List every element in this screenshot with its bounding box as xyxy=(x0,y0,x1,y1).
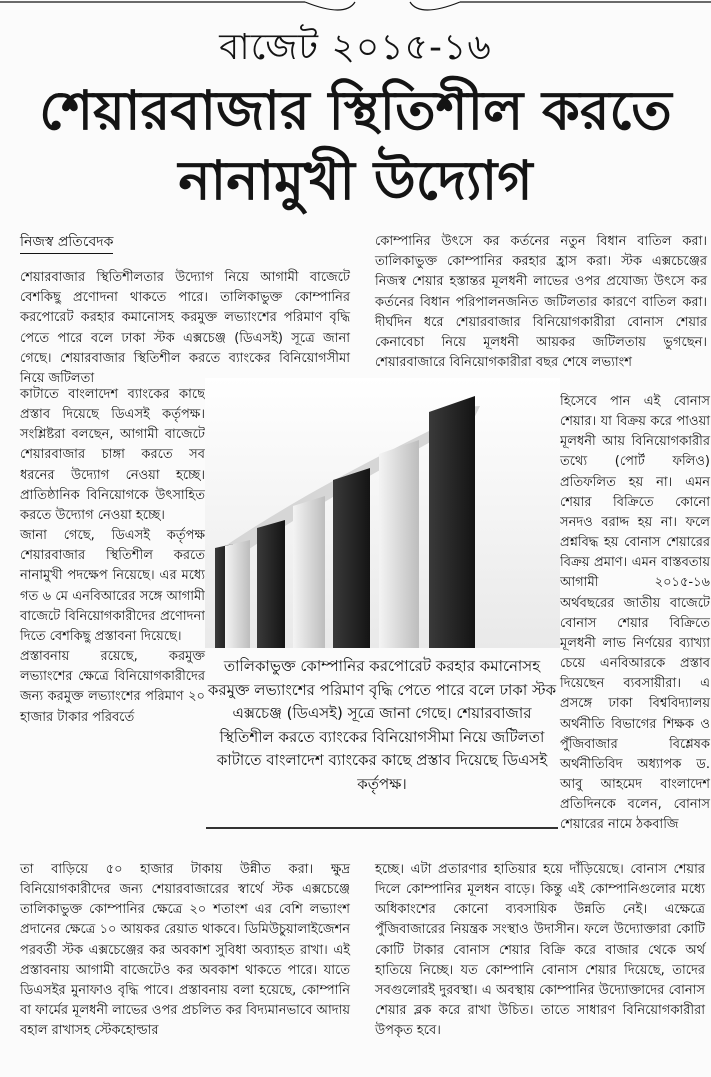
bar xyxy=(379,440,419,648)
kicker: বাজেট ২০১৫-১৬ xyxy=(219,27,492,68)
paragraph: শেয়ারবাজার স্থিতিশীলতার উদ্যোগ নিয়ে আগামী বাজেটে বেশকিছু প্রণোদনা থাকতে পারে। তালিকাভুক্ত কোম্পানির করপোরেট করহার কমানোসহ করমুক্ত লভ্যাংশের পরিমাণ বৃদ্ধি পেতে পারে বলে ঢাকা স্টক এক্সচেঞ্জ (ডিএসই) সূত্রে জানা গেছে। শেয়ারবাজার স্থিতিশীল করতে ব্যাংকের বিনিয়োগসীমা নিয়ে জটিলতা xyxy=(20,270,350,387)
paragraph: তা বাড়িয়ে ৫০ হাজার টাকায় উন্নীত করা। ক্ষুদ্র বিনিয়োগকারীদের জন্য শেয়ারবাজারের স্বার্থে স্টক এক্সচেঞ্জে তালিকাভুক্ত কোম্পানির ক্ষেত্রে ২০ শতাংশ এর বেশি লভ্যাংশ প্রদানের ক্ষেত্রে ১০ আয়কর রেয়াত থাকবে। ডিমিউচুয়ালাইজেশন পরবর্তী স্টক এক্সচেঞ্জের কর অবকাশ সুবিধা অব্যাহত রাখা। এই প্রস্তাবনায় আগামী বাজেটেও কর অবকাশ থাকতে পারে। যাতে ডিএসইর মুনাফাও বৃদ্ধি পাবে। প্রস্তাবনায় বলা হয়েছে, কোম্পানি বা ফার্মের মূলধনী লাভের ওপর প্রচলিত কর বিদ্যমানভাবে আদায় বহাল রাখাসহ স্টেকহোল্ডার xyxy=(20,862,350,1039)
paragraph: কোম্পানির উৎসে কর কর্তনের নতুন বিধান বাতিল করা। তালিকাভুক্ত কোম্পানির করহার হ্রাস করা। স্টক এক্সচেঞ্জের নিজস্ব শেয়ার হস্তান্তর মূলধনী লাভের ওপর প্রযোজ্য উৎসে কর কর্তনের বিধান পরিপালনজনিত জটিলতার কারণে বাতিল করা। দীর্ঘদিন ধরে শেয়ারবাজার বিনিয়োগকারীরা বোনাস শেয়ার কেনাবেচা নিয়ে মূলধনী আয়কর জটিলতায় ভুগছেন। শেয়ারবাজারে বিনিয়োগকারীরা বছর শেষে লভ্যাংশ xyxy=(375,234,707,371)
bar xyxy=(333,468,370,648)
column-2-narrow xyxy=(560,392,710,835)
paragraph: কাটাতে বাংলাদেশ ব্যাংকের কাছে প্রস্তাব দিয়েছে ডিএসই কর্তৃপক্ষ। সংশ্লিষ্টরা বলছেন, আগামী বাজেটে শেয়ারবাজার চাঙ্গা করতে সব ধরনের উদ্যোগ নেওয়া হচ্ছে। প্রাতিষ্ঠানিক বিনিয়োগকে উৎসাহিত করতে উদ্যোগ নেওয়া হচ্ছে। xyxy=(20,387,205,523)
column-2-bottom xyxy=(375,860,705,1041)
headline-line-2: নানামুখী উদ্যোগ xyxy=(178,149,533,212)
byline: নিজস্ব প্রতিবেদক xyxy=(20,232,113,254)
bar xyxy=(293,496,325,648)
paragraph: প্রস্তাবনায় রয়েছে, করমুক্ত লভ্যাংশের ক্ষেত্রে বিনিয়োগকারীদের জন্য করমুক্ত লভ্যাংশের পরিমাণ ২০ হাজার টাকার পরিবর্তে xyxy=(20,649,205,725)
paragraph: হচ্ছে। এটা প্রতারণার হাতিয়ার হয়ে দাঁড়িয়েছে। বোনাস শেয়ার দিলে কোম্পানির মূলধন বাড়ে। কিন্তু এই কোম্পানিগুলোর মধ্যে অধিকাংশের কোনো ব্যবসায়িক উন্নতি নেই। এক্ষেত্রে পুঁজিবাজারের নিয়ন্ত্রক সংস্থাও উদাসীন। ফলে উদ্যোক্তারা কোটি কোটি টাকার বোনাস শেয়ার বিক্রি করে বাজার থেকে অর্থ হাতিয়ে নিচ্ছে। যত কোম্পানি বোনাস শেয়ার দিয়েছে, তাদের সবগুলোরই দুরবস্থা। এ অবস্থায় কোম্পানির উদ্যোক্তাদের বোনাস শেয়ার ব্লক করে রাখা উচিত। তাতে সাধারণ বিনিয়োগকারীরা উপকৃত হবে। xyxy=(375,862,705,1039)
bar xyxy=(429,396,475,648)
column-1-narrow xyxy=(20,385,205,728)
rising-bars-photo xyxy=(205,378,560,648)
paragraph: জানা গেছে, ডিএসই কর্তৃপক্ষ শেয়ারবাজার স্থিতিশীল করতে নানামুখী পদক্ষেপ নিয়েছে। এর মধ্যে গত ৬ মে এনবিআরের সঙ্গে আগামী বাজেটে বিনিয়োগকারীদের প্রণোদনা দিতে বেশকিছু প্রস্তাবনা দিয়েছে। xyxy=(20,528,205,644)
headline-line-1: শেয়ারবাজার স্থিতিশীল করতে xyxy=(39,79,672,142)
column-1-top xyxy=(20,268,350,389)
column-1-bottom xyxy=(20,860,350,1041)
top-decorative-rule xyxy=(0,0,711,18)
bar xyxy=(225,540,250,648)
column-2-top xyxy=(375,232,707,373)
paragraph: হিসেবে পান এই বোনাস শেয়ার। যা বিক্রয় করে পাওয়া মূলধনী আয় বিনিয়োগকারীর তথ্যে (পোর্ট ফলিও) প্রতিফলিত হয় না। এমন শেয়ার বিক্রিতে কোনো সনদও বরাদ্দ হয় না। ফলে প্রশ্নবিদ্ধ হয় বোনাস শেয়ারের বিক্রয় প্রমাণ। এমন বাস্তবতায় আগামী ২০১৫-১৬ অর্থবছরের জাতীয় বাজেটে বোনাস শেয়ার বিক্রিতে মূলধনী লাভ নির্ণয়ের ব্যাখ্যা চেয়ে এনবিআরকে প্রস্তাব দিয়েছেন ব্যবসায়ীরা। এ প্রসঙ্গে ঢাকা বিশ্ববিদ্যালয় অর্থনীতি বিভাগের শিক্ষক ও পুঁজিবাজার বিশ্লেষক অর্থনীতিবিদ অধ্যাপক ড. আবু আহমেদ বাংলাদেশ প্রতিদিনকে বলেন, বোনাস শেয়ারের নামে ঠকবাজি xyxy=(560,394,710,833)
pull-quote: তালিকাভুক্ত কোম্পানির করপোরেট করহার কমানোসহ করমুক্ত লভ্যাংশের পরিমাণ বৃদ্ধি পেতে পারে বলে ঢাকা স্টক এক্সচেঞ্জ (ডিএসই) সূত্রে জানা গেছে। শেয়ারবাজার স্থিতিশীল করতে ব্যাংকের বিনিয়োগসীমা নিয়ে জটিলতা কাটাতে বাংলাদেশ ব্যাংকের কাছে প্রস্তাব দিয়েছে ডিএসই কর্তৃপক্ষ। xyxy=(206,655,558,829)
bar xyxy=(257,520,285,648)
